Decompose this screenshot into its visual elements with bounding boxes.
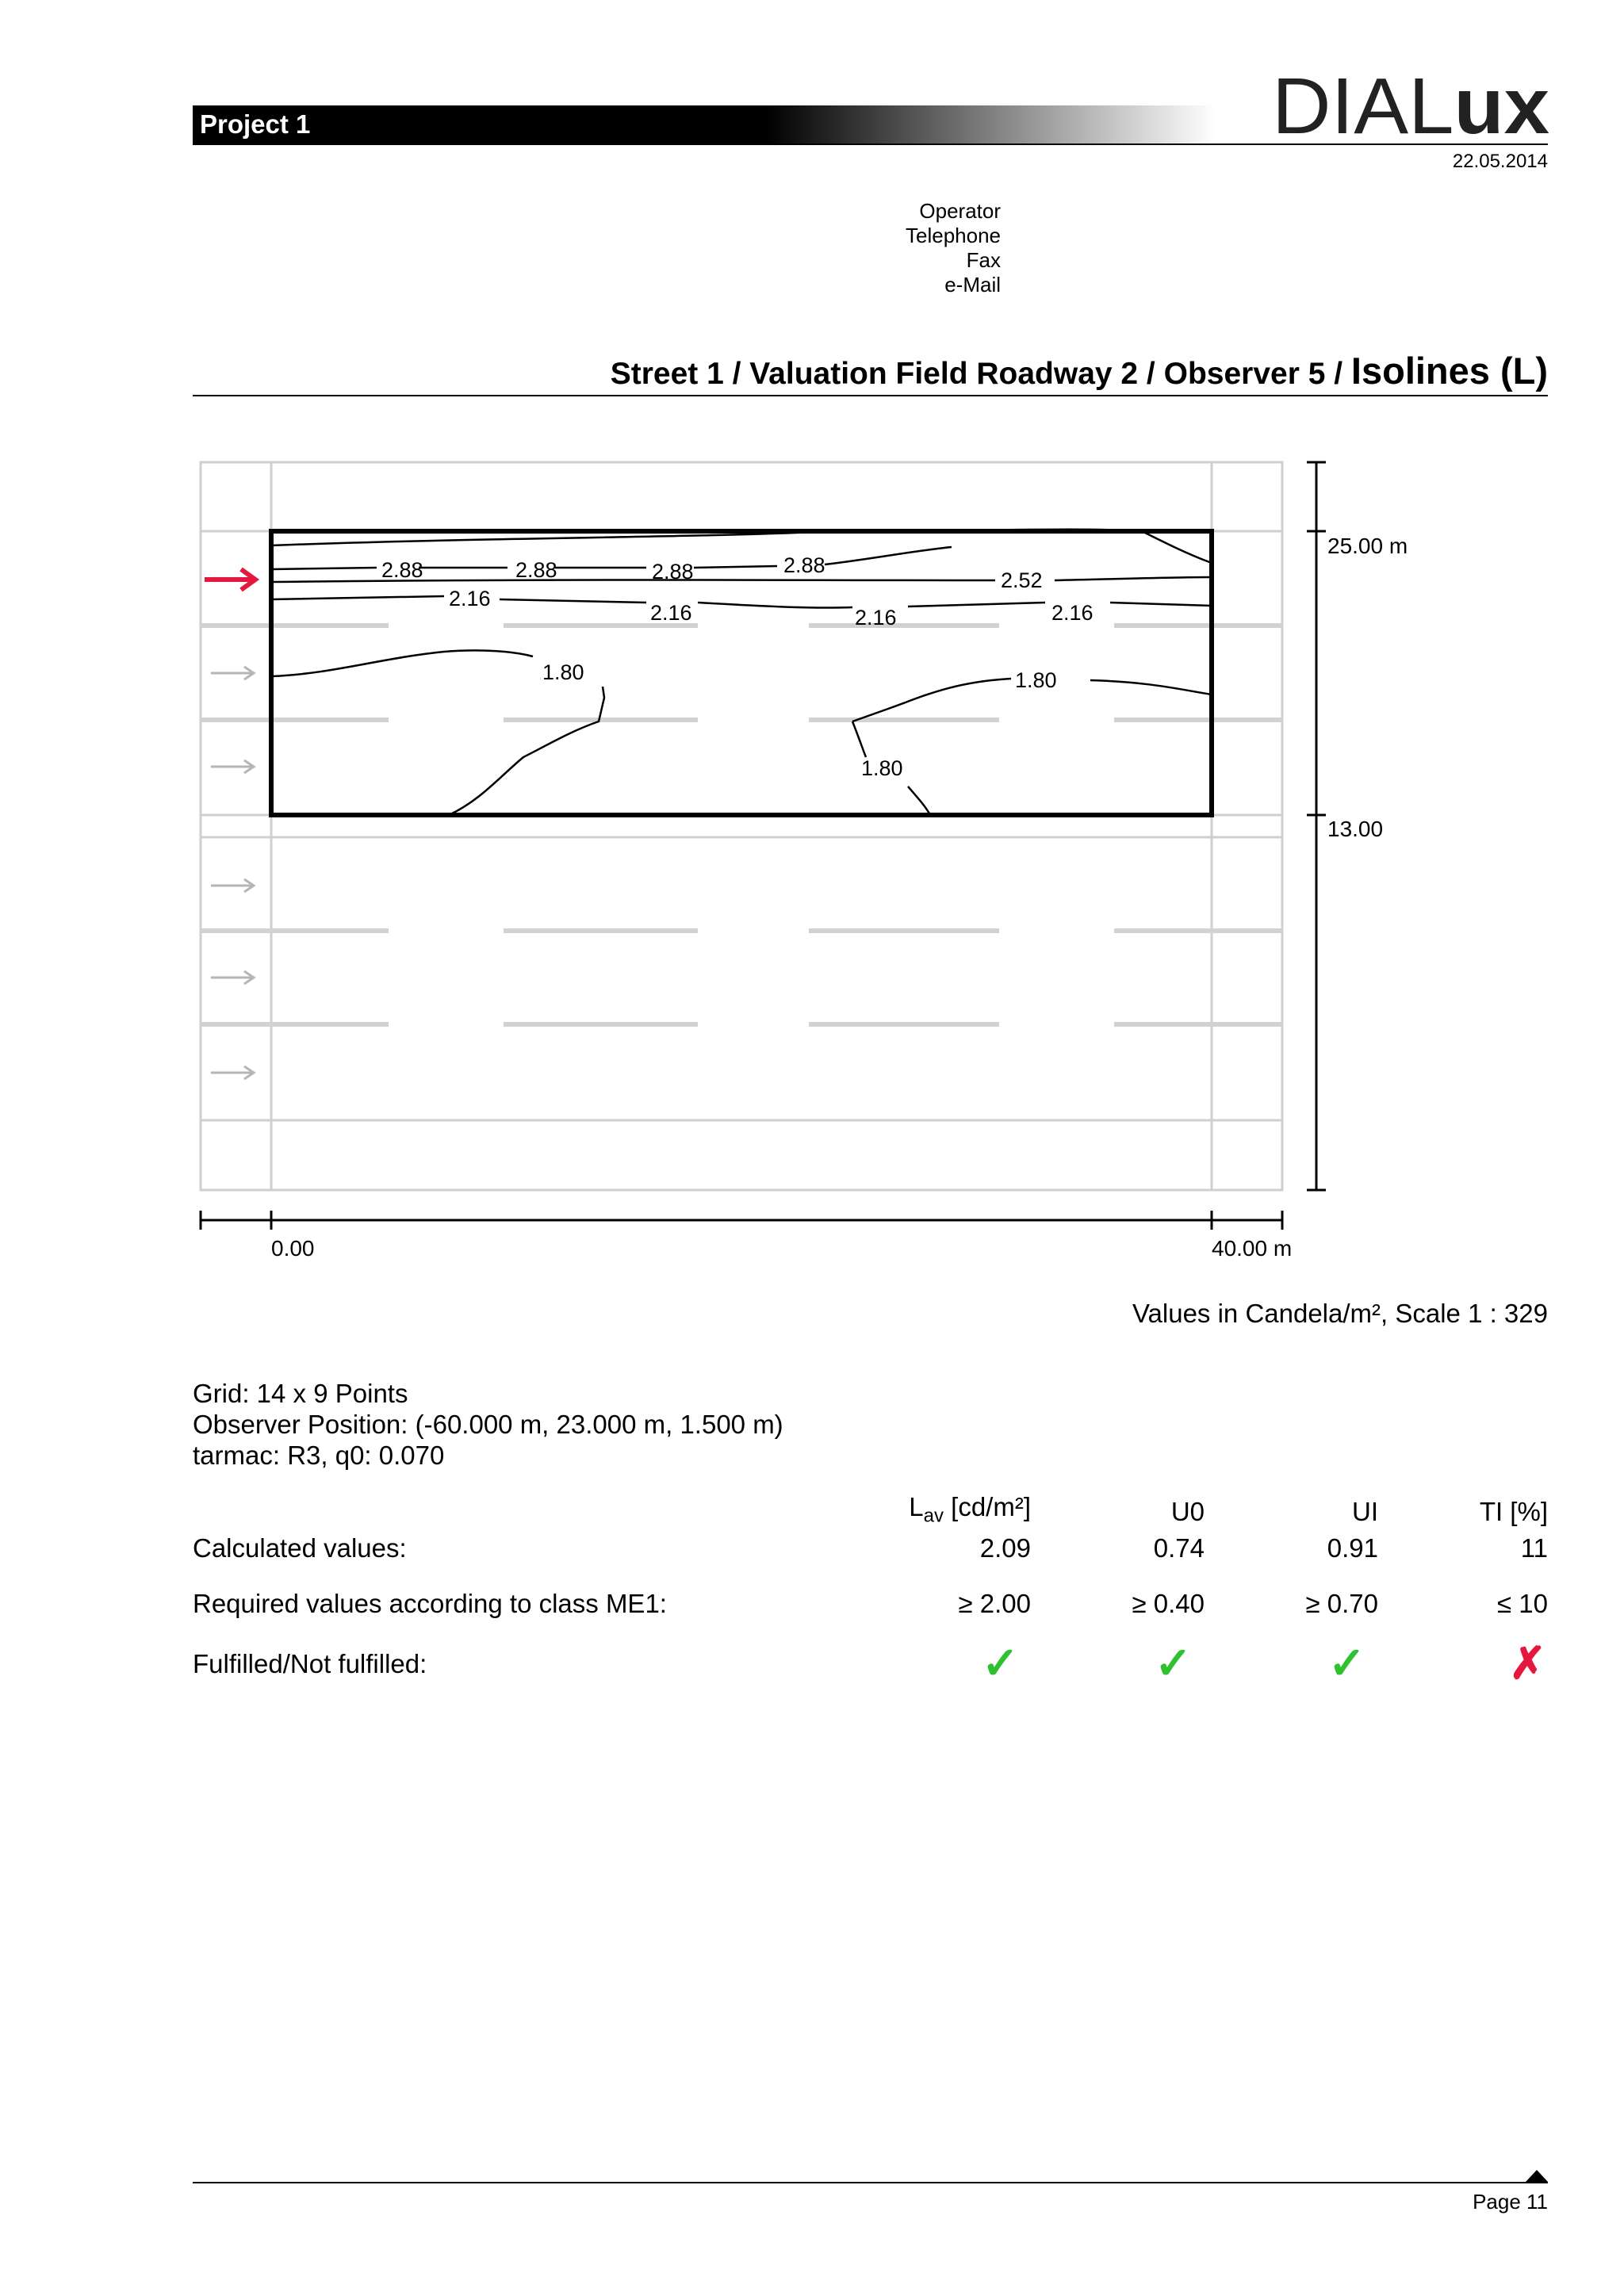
isoline-label: 1.80	[542, 660, 584, 684]
check-icon: ✓	[1328, 1638, 1365, 1688]
check-icon: ✓	[982, 1638, 1019, 1688]
isoline-label: 2.16	[650, 601, 692, 625]
isoline-label: 2.88	[515, 558, 557, 582]
road-outline	[201, 462, 1282, 1190]
isoline-labels	[381, 553, 1094, 780]
x-end-label: 40.00 m	[1212, 1236, 1293, 1261]
contact-telephone: Telephone	[906, 224, 1001, 247]
lane-markings	[201, 626, 1282, 1024]
grid-info	[193, 1378, 783, 1471]
isoline-label: 2.16	[1051, 601, 1094, 625]
contact-email: e-Mail	[944, 273, 1001, 297]
y-dimension	[1307, 462, 1326, 1190]
col-header-ti: TI [%]	[1479, 1497, 1548, 1526]
required-ui: ≥ 0.70	[1305, 1589, 1378, 1618]
calculated-ui: 0.91	[1327, 1533, 1378, 1563]
check-icon: ✓	[1155, 1638, 1192, 1688]
col-header-ui: UI	[1352, 1497, 1378, 1526]
tarmac-info: tarmac: R3, q0: 0.070	[193, 1441, 445, 1470]
x-start-label: 0.00	[271, 1236, 315, 1261]
contact-operator: Operator	[919, 199, 1001, 223]
isoline-label: 2.16	[449, 587, 491, 610]
footer-triangle-icon	[1526, 2170, 1548, 2182]
isoline-label: 1.80	[861, 756, 903, 780]
isoline-label: 2.88	[652, 560, 694, 584]
header-divider	[193, 144, 1548, 145]
isoline-label: 2.88	[783, 553, 825, 577]
active-observer-arrow	[205, 569, 255, 590]
y-mid-label: 13.00	[1327, 817, 1384, 841]
required-ti: ≤ 10	[1497, 1589, 1548, 1618]
page-title-emphasis: Isolines (L)	[1350, 350, 1548, 392]
isoline-label: 2.52	[1001, 568, 1043, 592]
footer-divider	[193, 2182, 1548, 2183]
report-date: 22.05.2014	[1452, 151, 1548, 172]
page-number: Page 11	[1473, 2190, 1548, 2214]
logo-bold: ux	[1454, 67, 1547, 143]
required-lav: ≥ 2.00	[958, 1589, 1031, 1618]
svg-text:DIALux	[1272, 67, 1549, 143]
contact-fax: Fax	[966, 248, 1001, 272]
isoline-drawing	[0, 444, 1467, 1284]
title-divider	[193, 395, 1548, 396]
observer-arrow	[211, 667, 254, 1079]
page-title	[611, 349, 1548, 392]
observer-position: Observer Position: (-60.000 m, 23.000 m, 1.500 m)	[193, 1410, 783, 1439]
dialux-logo	[1272, 67, 1549, 143]
project-title: Project 1	[200, 109, 311, 139]
grid-points: Grid: 14 x 9 Points	[193, 1379, 408, 1408]
page-title-main: Street 1 / Valuation Field Roadway 2 / Observer 5 /	[610, 357, 1351, 391]
x-dimension	[201, 1211, 1282, 1230]
calculated-label: Calculated values:	[193, 1533, 407, 1563]
col-header-u0: U0	[1170, 1497, 1205, 1526]
calculated-lav: 2.09	[979, 1533, 1031, 1563]
required-u0: ≥ 0.40	[1132, 1589, 1205, 1618]
y-top-label: 25.00 m	[1327, 534, 1408, 558]
required-label: Required values according to class ME1:	[193, 1589, 667, 1618]
logo-thin: DIAL	[1272, 67, 1449, 143]
fulfilled-label: Fulfilled/Not fulfilled:	[193, 1649, 427, 1678]
col-header-lav: $L_{av}$ [cd/m²]	[909, 1492, 1031, 1527]
isoline-label: 1.80	[1015, 668, 1057, 692]
values-note: Values in Candela/m², Scale 1 : 329	[1132, 1299, 1548, 1328]
contact-block	[906, 199, 1001, 297]
calculated-ti: 11	[1520, 1533, 1548, 1563]
cross-icon: ✗	[1509, 1638, 1546, 1688]
observer-arrows	[205, 569, 255, 1079]
calculated-u0: 0.74	[1153, 1533, 1205, 1563]
isoline-label: 2.88	[381, 558, 423, 582]
header-bar	[193, 105, 1216, 144]
isoline-label: 2.16	[855, 606, 897, 629]
